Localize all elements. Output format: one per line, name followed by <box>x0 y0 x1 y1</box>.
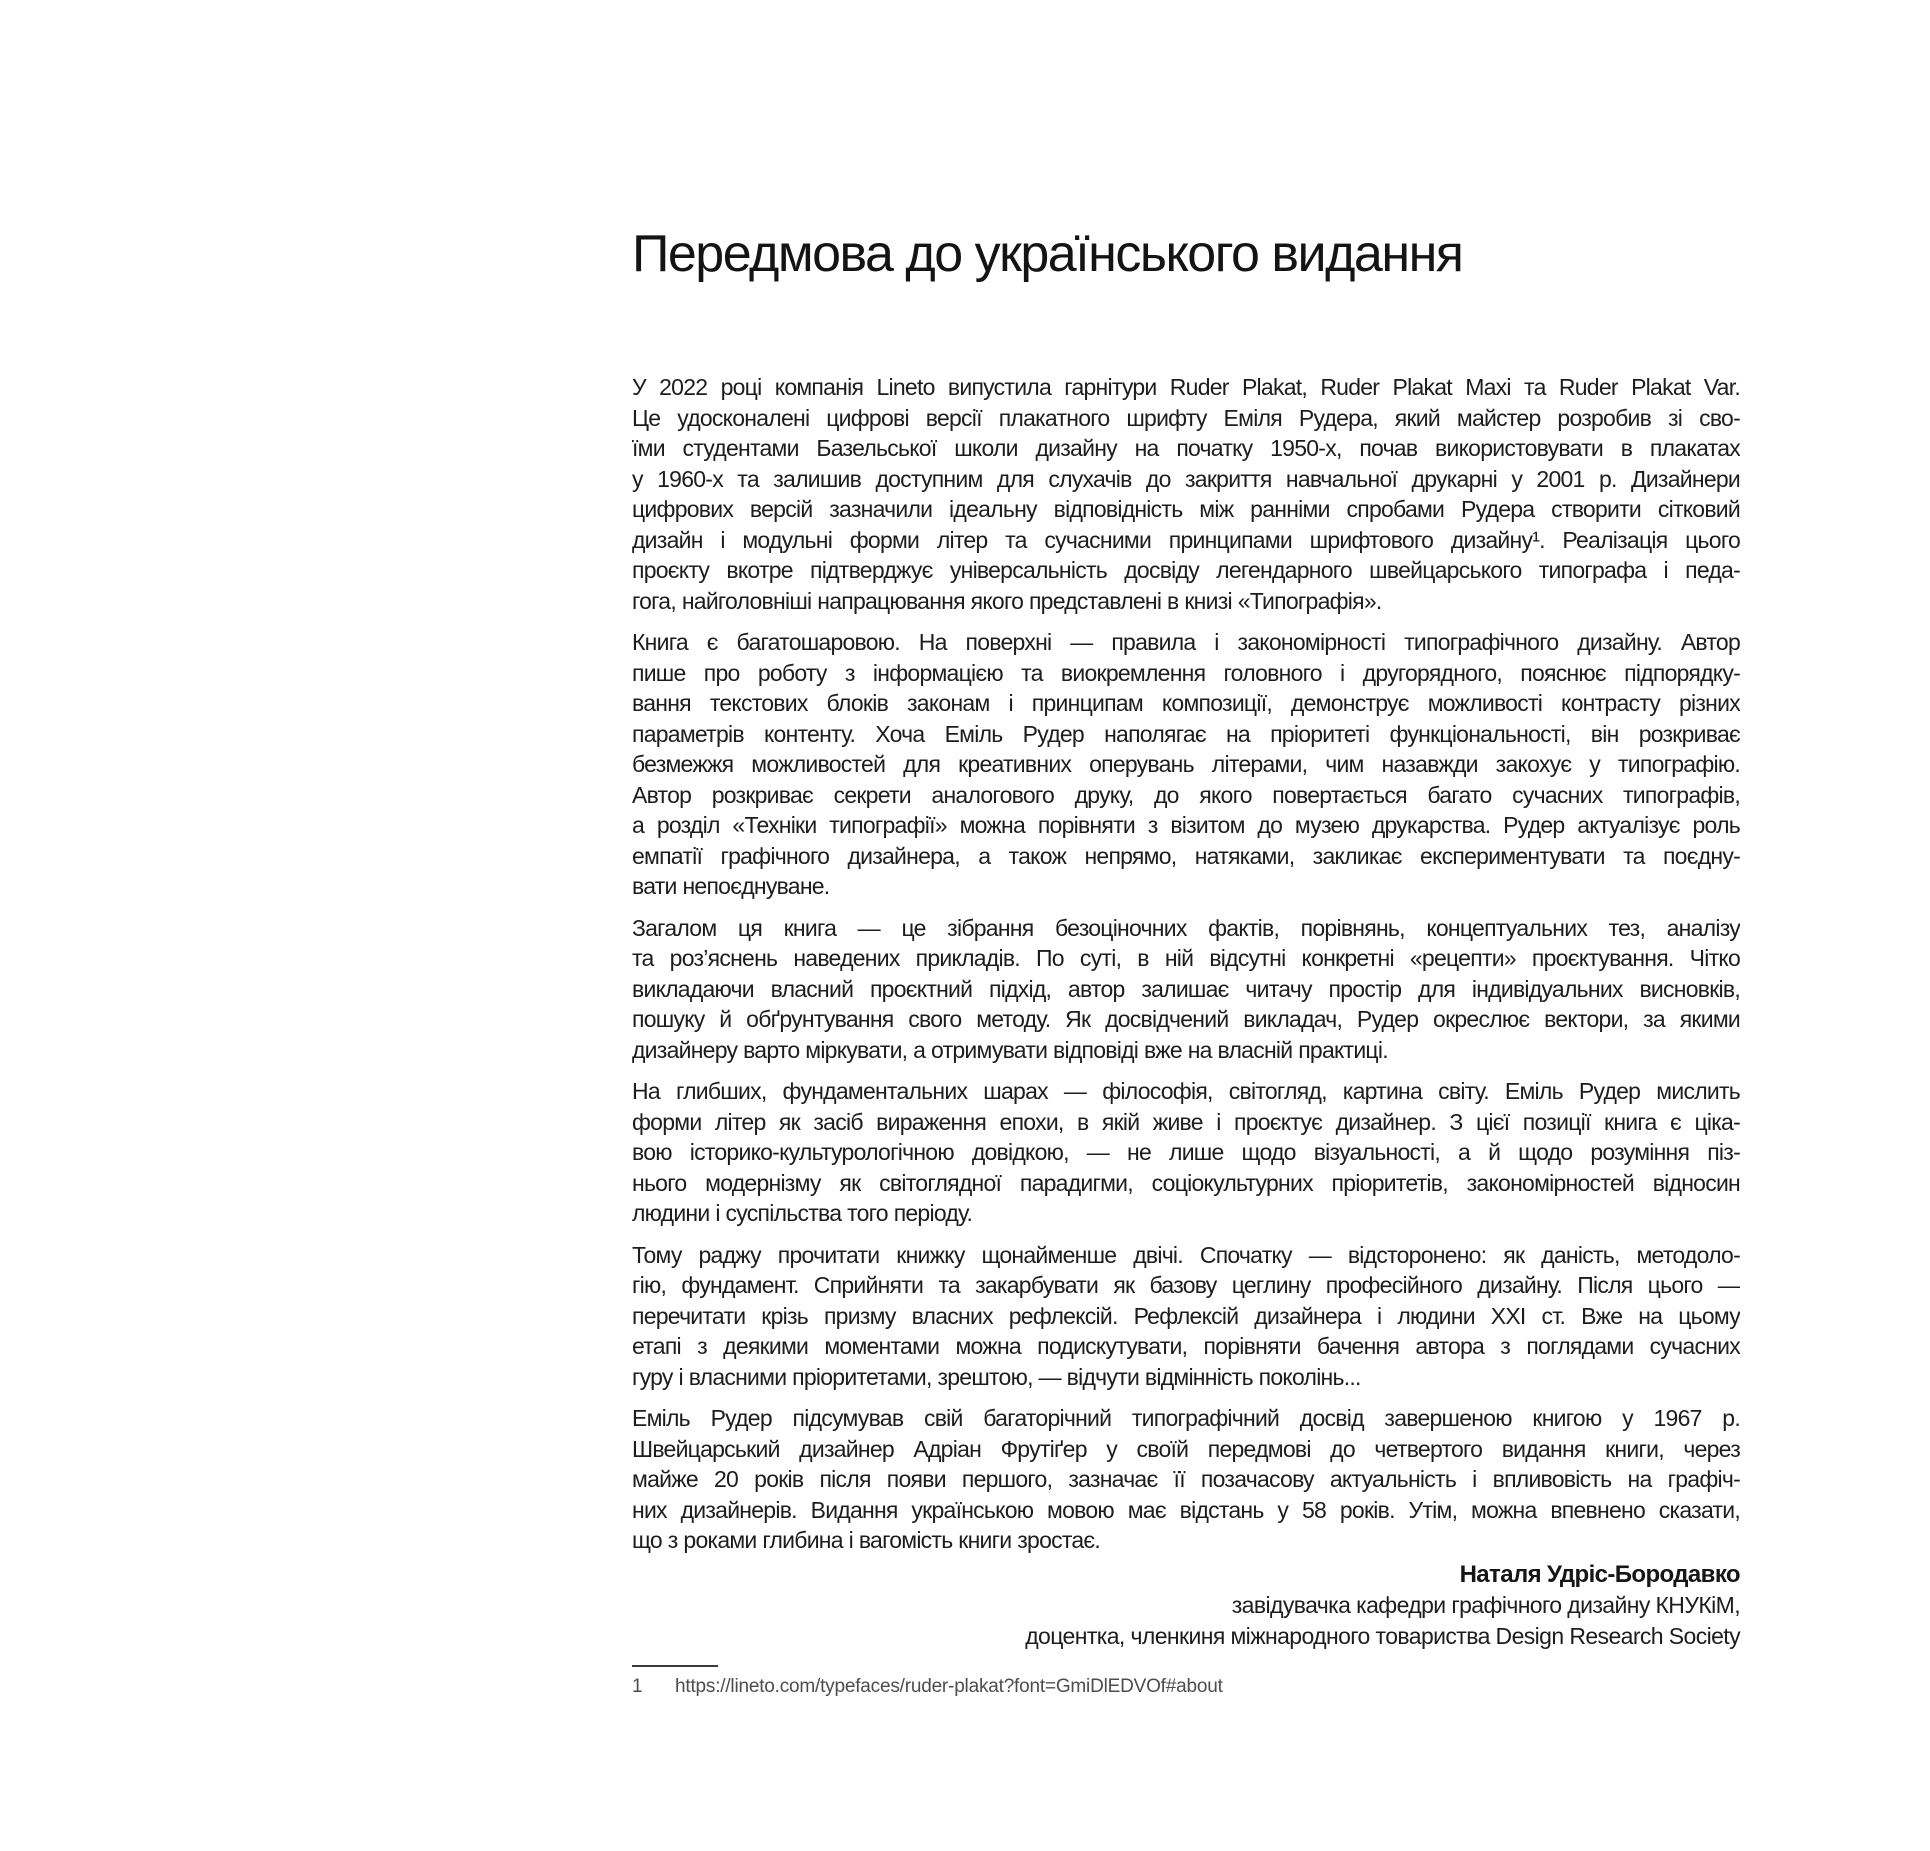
text-line: людини і суспільства того періоду. <box>632 1200 973 1226</box>
text-line: форми літер як засіб вираження епохи, в якій живе і проєктує дизайнер. З цієї позиції книга є ціка- <box>632 1108 1740 1135</box>
text-line: Книга є багатошаровою. На поверхні — правила і закономірності типографічного дизайну. Автор <box>632 629 1740 655</box>
text-line: вання текстових блоків законам і принципам композиції, демонструє можливості контрасту різних <box>632 690 1740 716</box>
text-line: а розділ «Техніки типографії» можна порівняти з візитом до музею друкарства. Рудер актуалізує роль <box>632 812 1740 838</box>
text-line: викладаючи власний проєктний підхід, автор залишає читачу простір для індивідуальних висновків, <box>632 975 1740 1002</box>
text-line: Швейцарський дизайнер Адріан Фрутіґер у своїй передмові до четвертого видання книги, через <box>632 1435 1740 1462</box>
text-line: цифрових версій зазначили ідеальну відповідність між ранніми спробами Рудера створити сітковий <box>632 496 1740 522</box>
paragraph <box>632 1076 1740 1229</box>
paragraph <box>632 1403 1740 1556</box>
footnote-url: https://lineto.com/typefaces/ruder-plakat?font=GmiDlEDVOf#about <box>675 1675 1223 1697</box>
text-line: їми студентами Базельської школи дизайну на початку 1950-х, почав використовувати в плакатах <box>632 435 1740 461</box>
text-line: що з роками глибина і вагомість книги зростає. <box>632 1527 1101 1553</box>
text-line: перечитати крізь призму власних рефлексій. Рефлексій дизайнера і людини XXI ст. Вже на цьому <box>632 1302 1740 1329</box>
text-line: гуру і власними пріоритетами, зрештою, — відчути відмінність поколінь... <box>632 1363 1361 1390</box>
text-column <box>632 0 1740 1699</box>
text-line: та роз’яснень наведених прикладів. По суті, в ній відсутні конкретні «рецепти» проєктування. Чітко <box>632 945 1740 971</box>
text-line: безмежжя можливостей для креативних оперувань літерами, чим назавжди закохує у типографію. <box>632 751 1740 777</box>
text-line: гію, фундамент. Сприйняти та закарбувати як базову цеглину професійного дизайну. Після цього — <box>632 1272 1740 1298</box>
text-line: Еміль Рудер підсумував свій багаторічний типографічний досвід завершеною книгою у 1967 р. <box>632 1405 1740 1431</box>
text-line: проєкту вкотре підтверджує універсальність досвіду легендарного швейцарського типографа і педа- <box>632 557 1740 583</box>
text-line: майже 20 років після появи першого, зазначає її позачасову актуальність і впливовість на графіч- <box>632 1466 1740 1492</box>
text-line: емпатії графічного дизайнера, а також непрямо, натяками, закликає експериментувати та поєдну- <box>632 842 1740 869</box>
text-line: дизайнеру варто міркувати, а отримувати відповіді вже на власній практиці. <box>632 1036 1388 1063</box>
text-line: Автор розкриває секрети аналогового друку, до якого повертається багато сучасних типографів, <box>632 781 1740 808</box>
page-title: Передмова до українського видання <box>632 225 1463 283</box>
text-line: Тому раджу прочитати книжку щонайменше двічі. Спочатку — відсторонено: як даність, методоло- <box>632 1241 1740 1268</box>
text-line: дизайн і модульні форми літер та сучасними принципами шрифтового дизайну¹. Реалізація цього <box>632 526 1740 553</box>
text-line: нього модернізму як світоглядної парадигми, соціокультурних пріоритетів, закономірностей відносин <box>632 1169 1740 1196</box>
footnote-divider <box>632 1665 718 1667</box>
article <box>632 372 1740 1556</box>
footnote <box>632 1665 1740 1699</box>
footnote-number: 1 <box>632 1675 643 1697</box>
text-line: У 2022 році компанія Lineto випустила гарнітури Ruder Plakat, Ruder Plakat Maxi та Ruder Plakat Var. <box>632 374 1740 400</box>
signature-block <box>632 1559 1740 1652</box>
signature-role-line: доцентка, членкиня міжнародного товариства Design Research Society <box>1025 1622 1740 1649</box>
signature-name: Наталя Удріс-Бородавко <box>1459 1560 1740 1588</box>
text-line: Загалом ця книга — це зібрання безоціночних фактів, порівнянь, концептуальних тез, аналізу <box>632 914 1740 941</box>
signature-role-line: завідувачка кафедри графічного дизайну КНУКіМ, <box>1231 1591 1740 1618</box>
paragraph <box>632 627 1740 902</box>
text-line: пише про роботу з інформацією та виокремлення головного і другорядного, пояснює підпорядку- <box>632 659 1740 686</box>
paragraph <box>632 1240 1740 1393</box>
text-line: вою історико-культурологічною довідкою, — не лише щодо візуальності, а й щодо розуміння піз- <box>632 1139 1740 1165</box>
footnote-entry <box>632 1675 1740 1699</box>
paragraph <box>632 913 1740 1066</box>
paragraph <box>632 372 1740 616</box>
text-line: На глибших, фундаментальних шарах — філософія, світогляд, картина світу. Еміль Рудер мислить <box>632 1078 1740 1104</box>
text-line: гога, найголовніші напрацювання якого представлені в книзі «Типографія». <box>632 587 1382 614</box>
text-line: вати непоєднуване. <box>632 873 830 899</box>
text-line: у 1960-х та залишив доступним для слухачів до закриття навчальної друкарні у 2001 р. Дизайнери <box>632 465 1740 492</box>
text-line: етапі з деякими моментами можна подискутувати, порівняти бачення автора з поглядами сучасних <box>632 1333 1740 1359</box>
text-line: пошуку й обґрунтування свого методу. Як досвідчений викладач, Рудер окреслює вектори, за якими <box>632 1006 1740 1032</box>
text-line: параметрів контенту. Хоча Еміль Рудер наполягає на пріоритеті функціональності, він розкриває <box>632 720 1740 747</box>
text-line: Це удосконалені цифрові версії плакатного шрифту Еміля Рудера, який майстер розробив зі сво- <box>632 404 1740 431</box>
text-line: них дизайнерів. Видання українською мовою має відстань у 58 років. Утім, можна впевнено сказати, <box>632 1496 1740 1523</box>
